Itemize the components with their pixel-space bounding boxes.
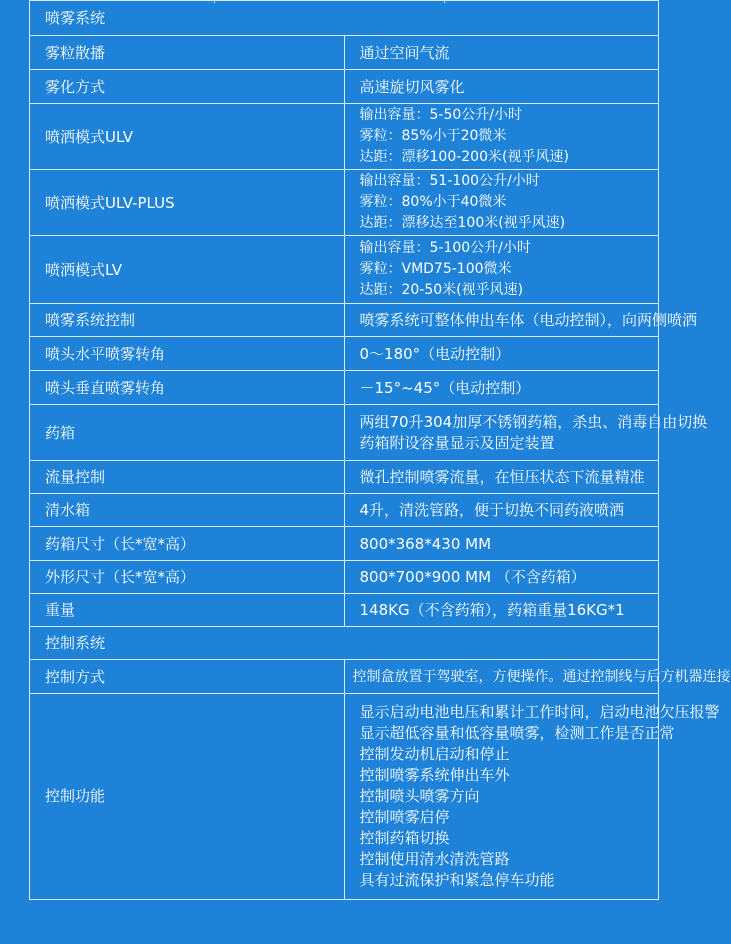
table-row [30,694,658,899]
value-line: 雾粒：VMD75-100微米 [359,261,512,277]
value-line: 输出容量：5-100公升/小时 [359,240,531,256]
row-value: 通过空间气流 [344,36,658,70]
table-row [30,527,658,561]
section-row-control [30,627,658,660]
value-line: 两组70升304加厚不锈钢药箱，杀虫、消毒自由切换 [359,412,708,431]
value-line: 控制使用清水清洗管路 [359,849,510,868]
table-row [30,561,658,594]
row-key: 清水箱 [30,494,344,527]
row-key: 喷洒模式LV [30,236,344,304]
section-row-spray [30,1,658,36]
table-row [30,236,658,304]
row-value: 微孔控制喷雾流量，在恒压状态下流量精准 [344,461,658,494]
row-key: 控制功能 [30,694,344,899]
row-key: 控制方式 [30,660,344,694]
value-line: 具有过流保护和紧急停车功能 [359,870,555,889]
table-row [30,104,658,170]
row-key: 喷头垂直喷雾转角 [30,371,344,405]
row-value: －15°~45°（电动控制） [344,371,658,405]
row-value-multiline [344,694,720,899]
table-row [30,36,658,70]
row-key: 喷洒模式ULV [30,104,344,170]
value-line: 控制喷雾启停 [359,807,450,826]
row-value: 800*700*900 MM （不含药箱） [344,561,658,594]
row-value: 0～180°（电动控制） [344,337,658,371]
value-line: 显示启动电池电压和累计工作时间，启动电池欠压报警 [359,702,720,721]
row-value: 高速旋切风雾化 [344,70,658,104]
row-value: 800*368*430 MM [344,527,658,561]
value-line: 药箱附设容量显示及固定装置 [359,433,555,452]
row-key: 喷头水平喷雾转角 [30,337,344,371]
value-line: 输出容量：5-50公升/小时 [359,107,522,123]
value-line: 达距：20-50米(视乎风速) [359,282,524,298]
row-key: 喷洒模式ULV-PLUS [30,170,344,236]
value-line: 雾粒：80%小于40微米 [359,194,507,210]
row-value-multiline [344,170,658,236]
value-line: 控制发动机启动和停止 [359,744,510,763]
row-value: 控制盒放置于驾驶室，方便操作。通过控制线与后方机器连接 [344,660,658,694]
row-key: 外形尺寸（长*宽*高） [30,561,344,594]
table-row [30,337,658,371]
table-row [30,304,658,337]
table-row [30,494,658,527]
value-line: 达距：漂移达至100米(视乎风速) [359,215,566,231]
row-key: 喷雾系统控制 [30,304,344,337]
section-title-spray: 喷雾系统 [30,1,658,36]
row-value-multiline [344,104,658,170]
value-line: 显示超低容量和低容量喷雾，检测工作是否正常 [359,723,675,742]
row-value: 148KG（不含药箱），药箱重量16KG*1 [344,594,658,627]
table-row [30,70,658,104]
row-value-multiline [344,236,658,304]
table-row [30,594,658,627]
row-key: 重量 [30,594,344,627]
value-line: 控制药箱切换 [359,828,450,847]
spec-table-container [29,0,731,900]
value-line: 控制喷头喷雾方向 [359,786,480,805]
table-top-continuation [30,0,658,3]
row-key: 药箱尺寸（长*宽*高） [30,527,344,561]
row-key: 药箱 [30,405,344,461]
value-line: 控制喷雾系统伸出车外 [359,765,510,784]
value-line: 雾粒：85%小于20微米 [359,128,507,144]
table-row [30,660,658,694]
row-value-multiline [344,405,708,461]
table-row [30,405,658,461]
table-row [30,170,658,236]
table-row [30,371,658,405]
section-title-control: 控制系统 [30,627,658,660]
row-key: 流量控制 [30,461,344,494]
value-line: 达距：漂移100-200米(视乎风速) [359,149,569,165]
row-key: 雾粒散播 [30,36,344,70]
table-row [30,461,658,494]
value-line: 输出容量：51-100公升/小时 [359,173,540,189]
spec-table [30,0,731,899]
row-value: 喷雾系统可整体伸出车体（电动控制），向两侧喷洒 [344,304,658,337]
row-value: 4升，清洗管路，便于切换不同药液喷洒 [344,494,658,527]
row-key: 雾化方式 [30,70,344,104]
